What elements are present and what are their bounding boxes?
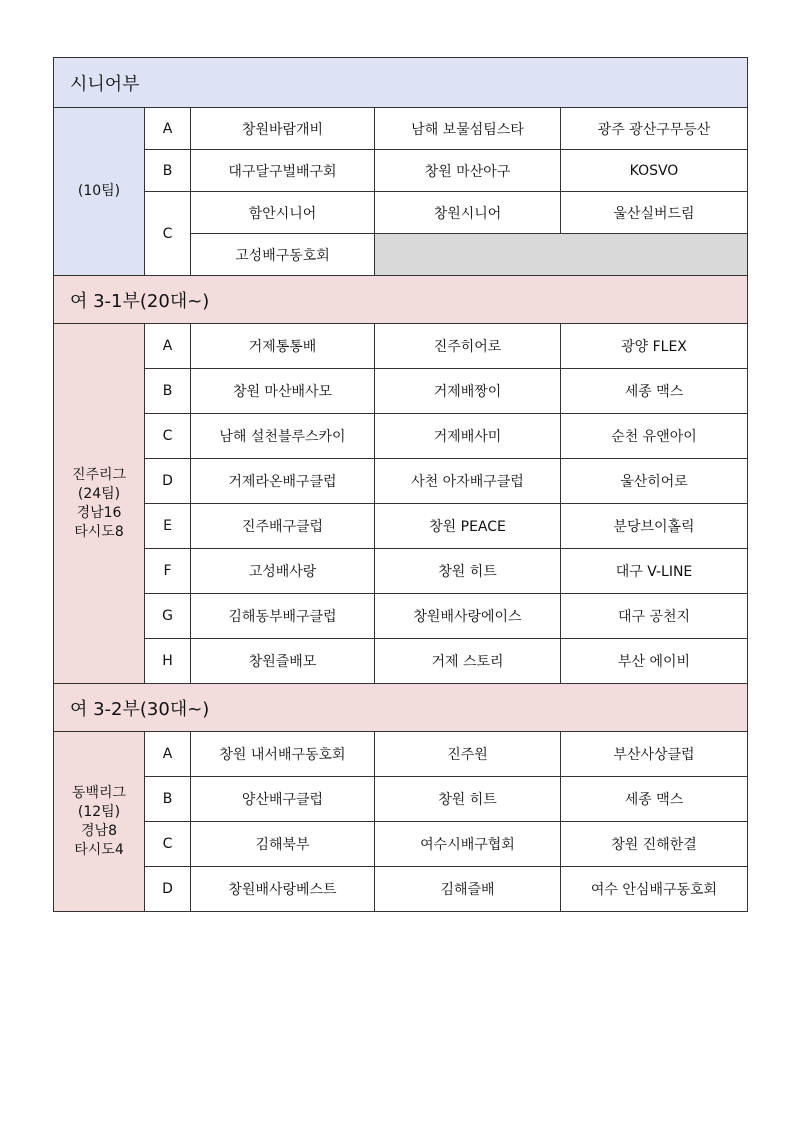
- team-cell: 여수시배구협회: [375, 822, 561, 867]
- team-cell: 고성배구동호회: [191, 234, 375, 276]
- team-cell: 대구달구벌배구회: [191, 150, 375, 192]
- table-row: [54, 549, 748, 594]
- team-cell: 광양 FLEX: [561, 324, 748, 369]
- group-line: 진주리그: [71, 466, 127, 483]
- team-cell: 순천 유앤아이: [561, 414, 748, 459]
- pool-label: D: [145, 867, 191, 912]
- pool-label: A: [145, 108, 191, 150]
- team-cell: 사천 아자배구클럽: [375, 459, 561, 504]
- team-cell: 세종 맥스: [561, 777, 748, 822]
- group-label-women32: [54, 732, 145, 912]
- team-cell: 거제배사미: [375, 414, 561, 459]
- team-cell: 창원 마산배사모: [191, 369, 375, 414]
- table-row: [54, 192, 748, 234]
- team-cell: 창원 히트: [375, 777, 561, 822]
- table-row: [54, 504, 748, 549]
- team-cell: 분당브이홀릭: [561, 504, 748, 549]
- team-cell: 여수 안심배구동호회: [561, 867, 748, 912]
- group-line: 경남8: [81, 822, 117, 839]
- schedule-table: [53, 57, 748, 912]
- pool-label: B: [145, 369, 191, 414]
- group-line: 경남16: [76, 504, 122, 521]
- table-row: [54, 732, 748, 777]
- pool-label: B: [145, 150, 191, 192]
- empty-cell: [375, 234, 748, 276]
- team-cell: 창원 마산아구: [375, 150, 561, 192]
- team-cell: 거제라온배구클럽: [191, 459, 375, 504]
- team-cell: 창원 내서배구동호회: [191, 732, 375, 777]
- section-title-women32: 여 3-2부(30대~): [54, 684, 748, 732]
- team-cell: 양산배구클럽: [191, 777, 375, 822]
- section-header-row: [54, 276, 748, 324]
- team-cell: 대구 V-LINE: [561, 549, 748, 594]
- group-line: 동백리그: [71, 784, 127, 801]
- table-row: [54, 150, 748, 192]
- team-cell: 대구 공천지: [561, 594, 748, 639]
- team-cell: 울산히어로: [561, 459, 748, 504]
- group-line: (24팀): [77, 485, 121, 502]
- group-line: (10팀): [77, 183, 121, 199]
- section-title-senior: 시니어부: [54, 58, 748, 108]
- pool-label: G: [145, 594, 191, 639]
- pool-label: F: [145, 549, 191, 594]
- team-cell: 창원배사랑에이스: [375, 594, 561, 639]
- group-line: (12팀): [77, 803, 121, 820]
- table-row: [54, 777, 748, 822]
- team-cell: 창원바람개비: [191, 108, 375, 150]
- team-cell: 창원 진해한결: [561, 822, 748, 867]
- team-cell: 김해즐배: [375, 867, 561, 912]
- table-row: [54, 639, 748, 684]
- pool-label: D: [145, 459, 191, 504]
- team-cell: 부산사상클럽: [561, 732, 748, 777]
- table-row: [54, 414, 748, 459]
- team-cell: 부산 에이비: [561, 639, 748, 684]
- pool-label: A: [145, 324, 191, 369]
- team-cell: 김해북부: [191, 822, 375, 867]
- table-row: [54, 369, 748, 414]
- section-header-row: [54, 58, 748, 108]
- group-line: 타시도8: [74, 523, 124, 540]
- team-cell: 김해동부배구클럽: [191, 594, 375, 639]
- team-cell: 진주히어로: [375, 324, 561, 369]
- group-label-women31: [54, 324, 145, 684]
- table-row: [54, 594, 748, 639]
- team-cell: 남해 설천블루스카이: [191, 414, 375, 459]
- group-line: 타시도4: [74, 841, 124, 858]
- table-row: [54, 459, 748, 504]
- team-cell: 남해 보물섬팀스타: [375, 108, 561, 150]
- team-cell: 창원시니어: [375, 192, 561, 234]
- table-row: [54, 324, 748, 369]
- section-header-row: [54, 684, 748, 732]
- team-cell: 울산실버드림: [561, 192, 748, 234]
- team-cell: 창원 PEACE: [375, 504, 561, 549]
- section-title-women31: 여 3-1부(20대~): [54, 276, 748, 324]
- pool-label: H: [145, 639, 191, 684]
- team-cell: 고성배사랑: [191, 549, 375, 594]
- team-cell: 창원 히트: [375, 549, 561, 594]
- team-cell: 진주배구클럽: [191, 504, 375, 549]
- team-cell: 창원배사랑베스트: [191, 867, 375, 912]
- pool-label: A: [145, 732, 191, 777]
- team-cell: 거제통통배: [191, 324, 375, 369]
- team-cell: 세종 맥스: [561, 369, 748, 414]
- team-cell: 창원즐배모: [191, 639, 375, 684]
- team-cell: 함안시니어: [191, 192, 375, 234]
- table-row: [54, 108, 748, 150]
- team-cell: 진주원: [375, 732, 561, 777]
- pool-label: C: [145, 822, 191, 867]
- pool-label: C: [145, 414, 191, 459]
- team-cell: KOSVO: [561, 150, 748, 192]
- table-row: [54, 867, 748, 912]
- team-cell: 거제배짱이: [375, 369, 561, 414]
- pool-label: C: [145, 192, 191, 276]
- pool-label: B: [145, 777, 191, 822]
- team-cell: 광주 광산구무등산: [561, 108, 748, 150]
- group-label-senior: [54, 108, 145, 276]
- team-cell: 거제 스토리: [375, 639, 561, 684]
- table-row: [54, 822, 748, 867]
- pool-label: E: [145, 504, 191, 549]
